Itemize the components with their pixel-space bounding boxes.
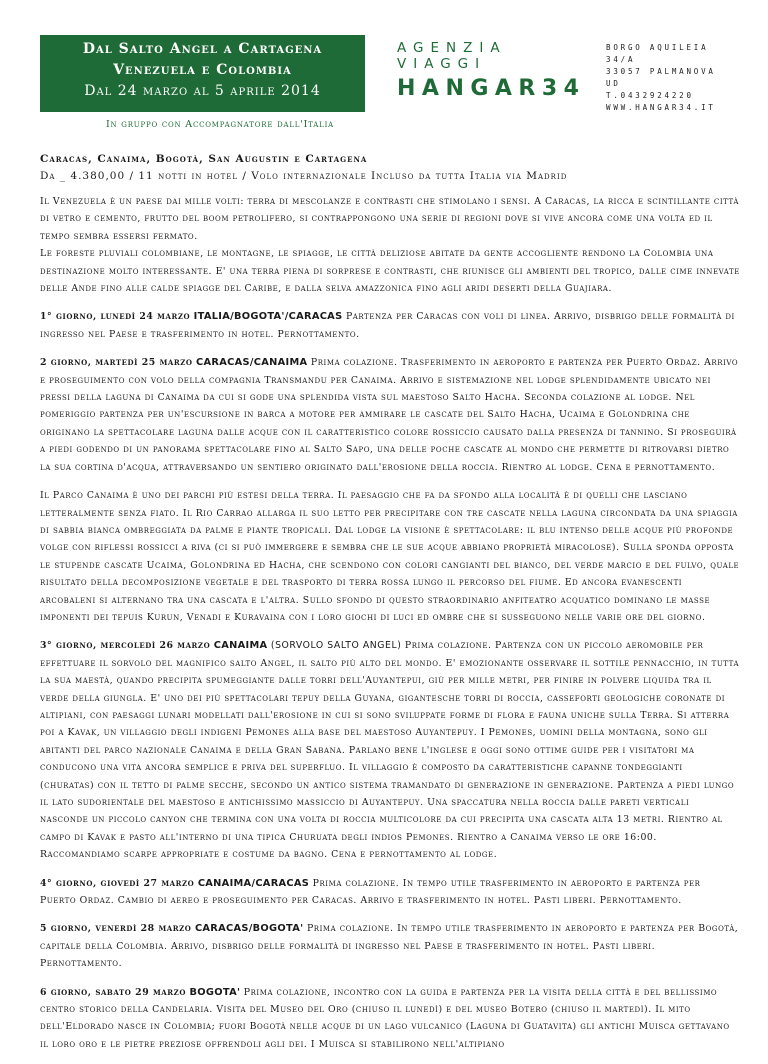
day-place: CANAIMA [213, 640, 268, 652]
day-3 [40, 637, 740, 863]
agency-name: HANGAR34 [397, 76, 586, 101]
day-2 [40, 354, 740, 476]
banner-countries: Venezuela e Colombia [113, 62, 292, 78]
day-heading: 2 giorno, martedì 25 marzo [40, 357, 193, 369]
day-heading: 5 giorno, venerdì 28 marzo [40, 923, 192, 935]
day-5 [40, 920, 740, 972]
day-heading: 1° giorno, lunedì 24 marzo [40, 311, 191, 323]
subtitle: In gruppo con Accompagnatore dall'Italia [106, 119, 335, 130]
address-city: 33057 PALMANOVA UD [606, 67, 716, 88]
agency-label: AGENZIA VIAGGI [397, 40, 507, 72]
day-4 [40, 875, 740, 910]
itinerary [40, 151, 740, 1064]
day-text: Partenza per Caracas con voli di linea. Arrivo, disbrigo delle formalità di ingresso nel Paese e trasferimento in hotel. Pernottamento. [40, 311, 735, 340]
banner-title: Dal Salto Angel a Cartagena [82, 41, 323, 57]
agency-address [606, 42, 736, 114]
day-place: ITALIA/BOGOTA'/CARACAS [193, 311, 343, 323]
day-1 [40, 308, 740, 343]
day-text: Prima colazione, incontro con la guida e partenza per la visita della città e del bellissimo centro storico della Candelaria. Visita del Museo del Oro (chiuso il lunedì) e del museo Botero (chiuso il martedì). Il mito dell'Eldorado nasce in Colombia; fuori Bogotà nelle acque di un lago vulcanico (Laguna di Guatavita) gli antichi Muisca gettavano il loro oro e le pietre preziose offrendoli agli dei. I Muisca si stabilirono nell'altipiano [40, 986, 730, 1050]
day-6 [40, 984, 740, 1054]
banner-dates: Dal 24 marzo al 5 aprile 2014 [84, 83, 321, 99]
day-heading: 4° giorno, giovedì 27 marzo [40, 877, 195, 889]
trip-title: Caracas, Canaima, Bogotà, San Augustin e Cartagena [40, 153, 368, 165]
address-street: BORGO AQUILEIA 34/A [606, 43, 709, 64]
day-text: Prima colazione. Partenza con un piccolo aeromobile per effettuare il sorvolo del magnifico salto Angel, il salto più alto del mondo. E' emozionante osservare il sottile pennacchio, in tutta la sua maestà, quando precipita spumeggiante dalle torri dell'Auyantepui, giù per mille metri, per finire in polvere liquida tra il verde della giungla. E' uno dei più spettacolari tepuy della Guyana, gigantesche torri di roccia, casseforti geologiche coronate di altipiani, con paesaggi lunari modellati dall'erosione in cui si sono sviluppate forme di flora e fauna uniche sulla Terra. Si atterra poi a Kavak, un villaggio degli indigeni Pemones alla base del maestoso Auyantepuy. I Pemones, uomini della montagna, sono gli abitanti del parco nazionale Canaima e della Gran Sabana. Parlano bene l'inglese e oggi sono ottime guide per i visitatori ma conducono una vita ancora semplice e priva del superfluo. Il villaggio è composto da caratteristiche capanne tondeggianti (churatas) con il tetto di palme secche, secondo un antico sistema tramandato di generazione in generazione. Partenza a piedi lungo il lato sudorientale del maestoso e antichissimo massiccio di Auyantepuy. Una spaccatura nella roccia dalle pareti verticali nasconde un piccolo canyon che termina con una volta di roccia multicolore da cui precipita una cascata alta 13 metri. Rientro al campo di Kavak e pasto all'interno di una tipica Churuata degli indios Pemones. Rientro a Canaima verso le ore 16:00. Raccomandiamo scarpe appropriate e costume da bagno. Cena e pernottamento al lodge. [40, 640, 740, 861]
trip-price: Da _ 4.380,00 / 11 notti in hotel / Volo internazionale Incluso da tutta Italia via Madrid [40, 170, 568, 182]
address-website[interactable]: WWW.HANGAR34.IT [606, 103, 716, 112]
title-banner [40, 35, 365, 112]
day-place: CARACAS/CANAIMA [196, 357, 308, 369]
day-heading: 6 giorno, sabato 29 marzo [40, 986, 186, 998]
agency-logo [397, 40, 597, 101]
day-text: Prima colazione. In tempo utile trasferimento in aeroporto e partenza per Puerto Ordaz. Cambio di aereo e proseguimento per Caracas. Arrivo e trasferimento in hotel. Pasti liberi. Pernottamento. [40, 877, 701, 907]
day-heading: 3° giorno, mercoledì 26 marzo [40, 640, 211, 652]
day-place: CARACAS/BOGOTA' [194, 923, 304, 935]
day-place: BOGOTA' [189, 986, 241, 998]
day-text: Prima colazione. In tempo utile trasferimento in aeroporto e partenza per Bogotà, capitale della Colombia. Arrivo, disbrigo delle formalità di ingresso nel Paese e trasferimento in hotel. Pasti liberi. Pernottamento. [40, 923, 739, 970]
day-text: Prima colazione. Trasferimento in aeroporto e partenza per Puerto Ordaz. Arrivo e proseguimento con volo della compagnia Transmandu per Canaima. Arrivo e sistemazione nel lodge splendidamente ubicato nei pressi della laguna di Canaima da cui si gode una splendida vista sul maestoso Salto Hacha. Seconda colazione al lodge. Nel pomeriggio partenza per un'escursione in barca a motore per ammirare le cascate del Salto Hacha, Ucaima e Golondrina che originano la spettacolare laguna dalle acque con il caratteristico colore rossiccio causato dalla presenza di tannino. Si proseguirà a piedi godendo di un panorama spettacolare fino al Salto Sapo, una delle poche cascate al mondo che permette di ritrovarsi dietro la sua cortina d'acqua, attraversando un sentiero originato dall'erosione della roccia. Rientro al lodge. Cena e pernottamento. [40, 357, 739, 473]
day-place: CANAIMA/CARACAS [197, 877, 310, 889]
intro-venezuela: Il Venezuela è un paese dai mille volti: terra di mescolanze e contrasti che stimolano i sensi. A Caracas, la ricca e scintillante città di vetro e cemento, frutto del boom petrolifero, si contrappongono una serie di regioni dove si vive ancora come una volta ed il tempo sembra essersi fermato. Le foreste pluviali colombiane, le montagne, le spiagge, le città deliziose abitate da gente accogliente rendono la Colombia una destinazione molto interessante. E' una terra piena di sorprese e contrasti, che riunisce gli ambienti del tropico, dalle cime innevate delle Ande fino alle calde spiagge del Caribe, e dalla selva amazzonica fino agli aridi deserti della Guajiara. [40, 196, 740, 295]
day-place-extra: (SORVOLO SALTO ANGEL) [270, 640, 402, 652]
canaima-park-description: Il Parco Canaima è uno dei parchi più estesi della terra. Il paesaggio che fa da sfondo alla località è di quelli che lasciano letteralmente senza fiato. Il Rio Carrao allarga il suo letto per precipitare con tre cascate nella laguna circondata da una spiaggia di sabbia bianca ombreggiata da palme e piante tropicali. Dal lodge la visione è spettacolare: il blu intenso delle acque più profonde volge con riflessi rossicci a riva (ci si può immergere e sembra che le sue acque abbiano proprietà miracolose). Sulla sponda opposta le stupende cascate Ucaima, Golondrina ed Hacha, che scendono con colori cangianti del bianco, del verde marcio e del fulvo, quale risultato della decomposizione vegetale e del trasporto di terra rossa lungo il percorso del fiume. Ed ancora evanescenti arcobaleni si alternano tra una cascata e l'altra. Sullo sfondo di questo straordinario anfiteatro acquatico dominano le masse imponenti dei tepuis Kurun, Venadi e Kuravaina con i loro giochi di luci ed ombre che si susseguono nelle varie ore del giorno. [40, 490, 740, 623]
address-phone: T.0432924220 [606, 91, 694, 100]
